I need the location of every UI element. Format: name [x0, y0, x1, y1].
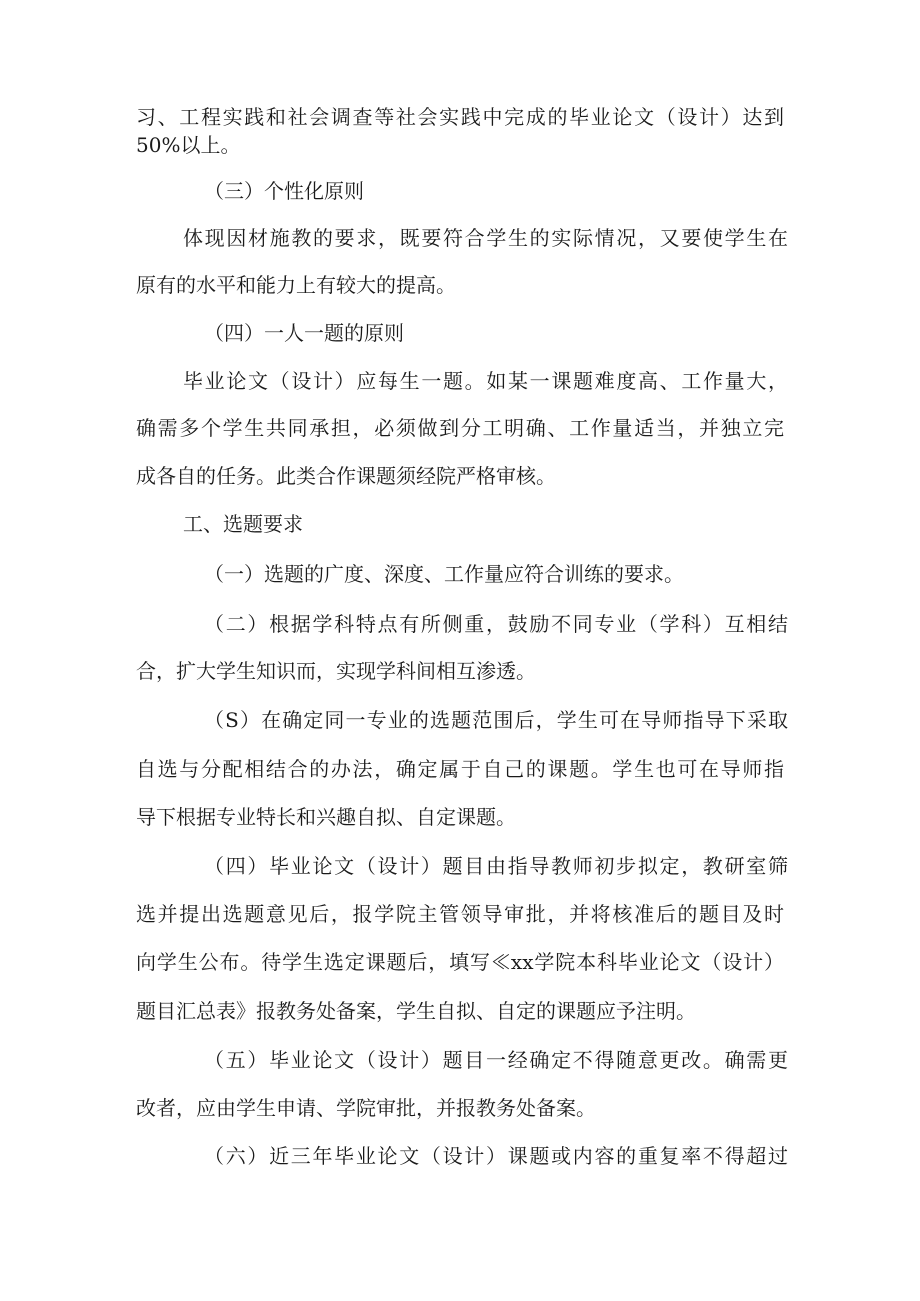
text-line: 改者，应由学生申请、学院审批，并报教务处备案。 [136, 1096, 596, 1120]
text-line: 毕业论文（设计）应每生一题。如某一课题难度高、工作量大， [183, 369, 788, 393]
text-line: 合，扩大学生知识而，实现学科间相互渗透。 [136, 659, 536, 683]
text-line: 原有的水平和能力上有较大的提高。 [136, 273, 456, 297]
text-line: （S）在确定同一专业的选题范围后，学生可在导师指导下采取 [204, 708, 788, 732]
text-line: 体现因材施教的要求，既要符合学生的实际情况，又要使学生在 [183, 226, 788, 250]
text-line: （六）近三年毕业论文（设计）课题或内容的重复率不得超过 [204, 1144, 788, 1168]
section-heading: 工、选题要求 [183, 512, 303, 536]
text-line: 习、工程实践和社会调查等社会实践中完成的毕业论文（设计）达到 [136, 105, 784, 129]
text-line: （五）毕业论文（设计）题目一经确定不得随意更改。确需更 [204, 1048, 788, 1072]
text-line: 导下根据专业特长和兴趣自拟、自定课题。 [136, 805, 516, 829]
text-line: 选并提出选题意见后，报学院主管领导审批，并将核准后的题目及时 [136, 902, 784, 926]
text-line: 题目汇总表》报教务处备案，学生自拟、自定的课题应予注明。 [136, 999, 696, 1023]
section-heading: （四）一人一题的原则 [204, 321, 404, 345]
text-line: 向学生公布。待学生选定课题后，填写≪xx学院本科毕业论文（设计） [136, 950, 784, 974]
section-heading: （三）个性化原则 [204, 179, 364, 203]
text-line: （一）选题的广度、深度、工作量应符合训练的要求。 [204, 562, 684, 586]
text-line: （四）毕业论文（设计）题目由指导教师初步拟定，教研室筛 [204, 854, 788, 878]
text-line: 50%以上。 [136, 133, 241, 157]
text-line: 确需多个学生共同承担，必须做到分工明确、工作量适当，并独立完 [136, 416, 784, 440]
text-line: 成各自的任务。此类合作课题须经院严格审核。 [136, 464, 556, 488]
text-line: （二）根据学科特点有所侧重，鼓励不同专业（学科）互相结 [204, 612, 788, 636]
text-line: 自选与分配相结合的办法，确定属于自己的课题。学生也可在导师指 [136, 757, 784, 781]
